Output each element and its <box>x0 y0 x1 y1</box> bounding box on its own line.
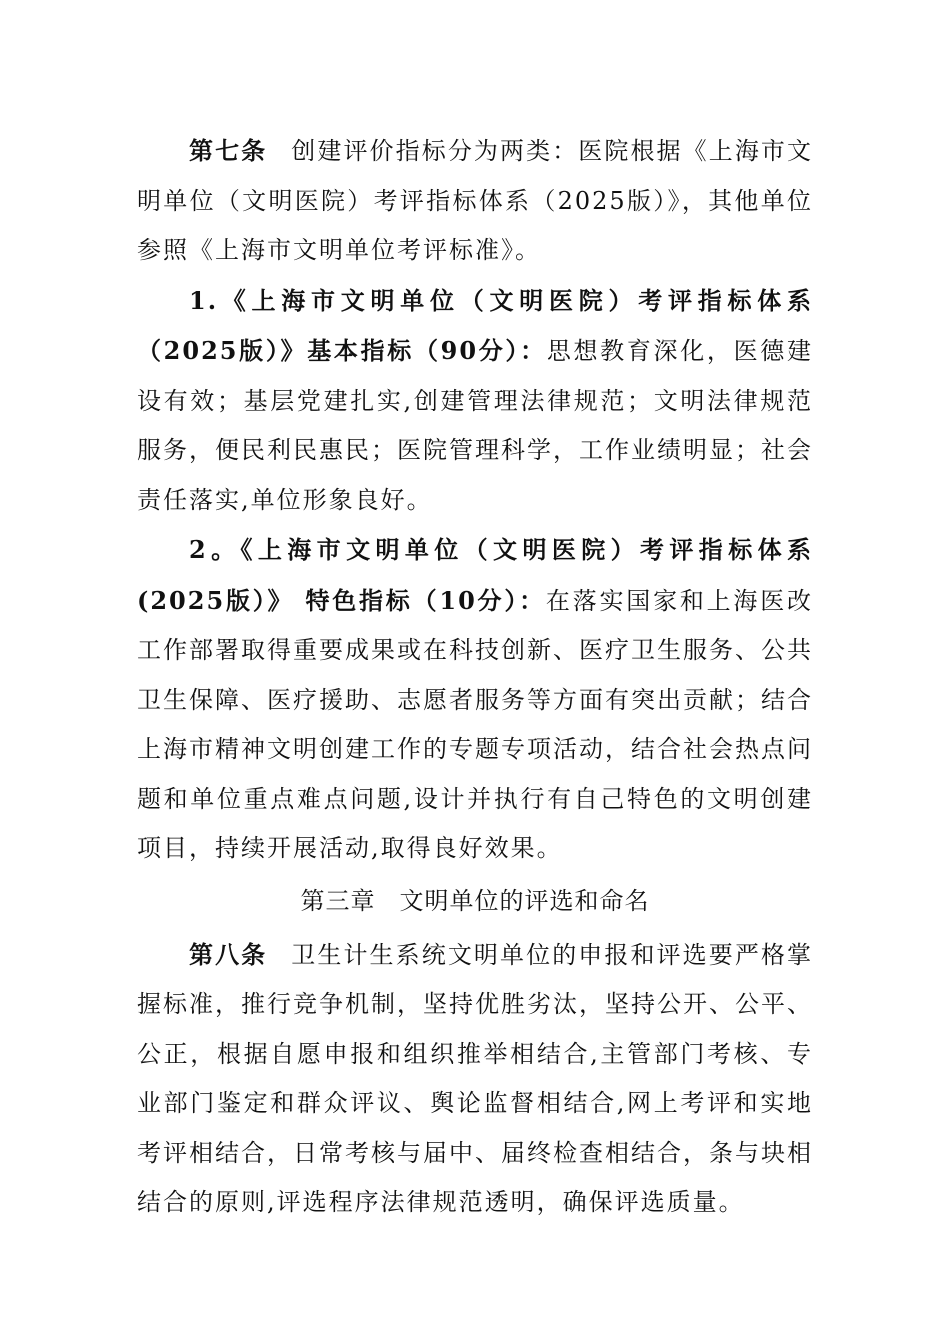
chapter-3-title: 文明单位的评选和命名 <box>399 886 650 915</box>
indicator-1-text: 思想教育深化，医德建设有效；基层党建扎实,创建管理法律规范；文明法律规范服务，便民利民惠民；医院管理科学，工作业绩明显；社会责任落实,单位形象良好。 <box>137 337 813 514</box>
article-8-paragraph <box>137 930 813 1228</box>
article-8-text: 卫生计生系统文明单位的申报和评选要严格掌握标准，推行竞争机制，坚持优胜劣汰，坚持公开、公平、公正，根据自愿申报和组织推举相结合,主管部门考核、专业部门鉴定和群众评议、舆论监督相结合,网上考评和实地考评相结合，日常考核与届中、届终检查相结合，条与块相结合的原则,评选程序法律规范透明，确保评选质量。 <box>137 940 814 1216</box>
chapter-3-number: 第三章 <box>300 886 376 915</box>
chapter-3-heading <box>137 878 813 924</box>
article-7-text: 创建评价指标分为两类：医院根据《上海市文明单位（文明医院）考评指标体系（2025版）》，其他单位参照《上海市文明单位考评标准》。 <box>137 137 814 264</box>
indicator-2-text: 在落实国家和上海医改工作部署取得重要成果或在科技创新、医疗卫生服务、公共卫生保障、医疗援助、志愿者服务等方面有突出贡献；结合上海市精神文明创建工作的专题专项活动，结合社会热点问题和单位重点难点问题,设计并执行有自己特色的文明创建项目，持续开展活动,取得良好效果。 <box>137 586 814 862</box>
article-8-label: 第八条 <box>189 939 268 969</box>
document-page <box>137 126 813 1228</box>
indicator-2-paragraph <box>137 525 813 874</box>
article-7-label: 第七条 <box>189 136 268 165</box>
indicator-2-heading: 2。《上海市文明单位（文明医院）考评指标体系(2025版）》 特色指标（10分）： <box>137 535 813 615</box>
article-7-paragraph <box>137 126 813 276</box>
indicator-1-paragraph <box>137 276 813 526</box>
indicator-1-heading: 1.《上海市文明单位（文明医院）考评指标体系（2025版）》基本指标（90分）： <box>137 285 813 365</box>
